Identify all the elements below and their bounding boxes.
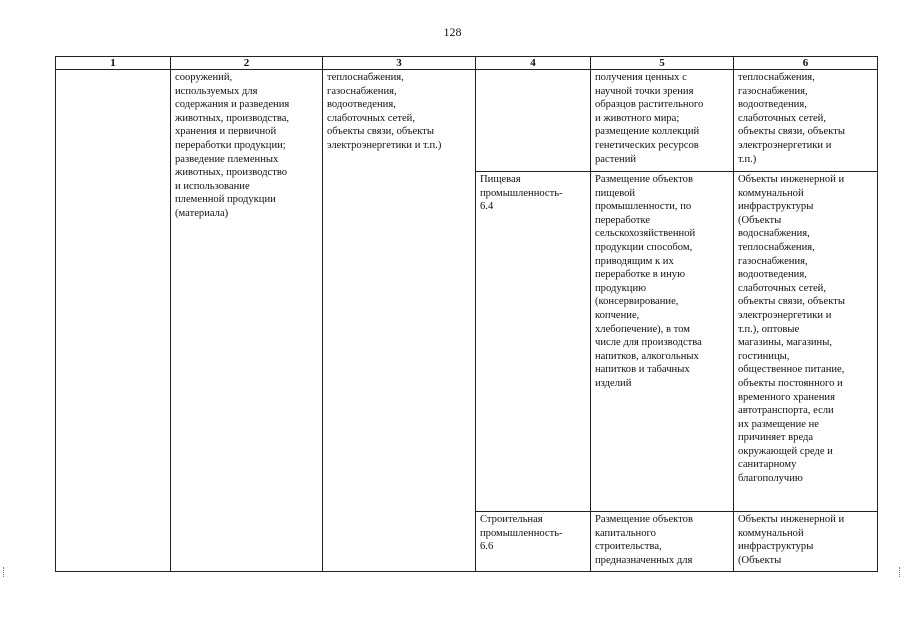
- scan-margin-mark-right: [899, 567, 902, 577]
- page-number: 128: [443, 25, 462, 39]
- col2-text: сооружений, используемых для содержания и разведения животных, производства, хранения и первичной переработки продукции; разведение племенных животных, производство и использование племенной продукции (материала): [175, 72, 290, 219]
- row2-description: Размещение объектов пищевой промышленности, по переработке сельскохозяйственной продукции способом, приводящим к их переработке в иную продукцию (консервирование, копчение, хлебопечение), в том числе для производства напитков, алкогольных напитков и табачных изделий: [595, 174, 702, 389]
- header-col-2: 2: [171, 57, 323, 70]
- row3-name-cell: [476, 512, 591, 572]
- row2-name-cell: [476, 172, 591, 512]
- row1-extra-cell: [734, 70, 878, 172]
- row2-extra: Объекты инженерной и коммунальной инфраструктуры (Объекты водоснабжения, теплоснабжения, газоснабжения, водоотведения, слаботочных сетей, объекты связи, объекты электроэнергетики и т.п.), оптовые магазины, магазины, гостиницы, общественное питание, объекты постоянного и временного хранения автотранспорта, если их размещение не причиняет вреда окружающей среде и санитарному благополучию: [738, 174, 845, 485]
- header-col-1: 1: [56, 57, 171, 70]
- row3-name: Строительная промышленность- 6.6: [480, 514, 563, 553]
- header-col-6: 6: [734, 57, 878, 70]
- scan-margin-mark-left: [3, 567, 6, 577]
- land-use-table: [55, 56, 878, 572]
- row2-description-cell: [591, 172, 734, 512]
- row3-extra-cell: [734, 512, 878, 572]
- col3-cell: [323, 70, 476, 572]
- row3-description-cell: [591, 512, 734, 572]
- header-col-5: 5: [591, 57, 734, 70]
- row1-description: получения ценных с научной точки зрения образцов растительного и животного мира; размещение коллекций генетических ресурсов растений: [595, 72, 704, 165]
- row3-description: Размещение объектов капитального строительства, предназначенных для: [595, 514, 693, 566]
- row3-extra: Объекты инженерной и коммунальной инфраструктуры (Объекты: [738, 514, 845, 566]
- row2-extra-cell: [734, 172, 878, 512]
- header-row: [56, 57, 878, 70]
- col1-cell: [56, 70, 171, 572]
- header-col-4: 4: [476, 57, 591, 70]
- row1-description-cell: [591, 70, 734, 172]
- col2-cell: [171, 70, 323, 572]
- header-col-3: 3: [323, 57, 476, 70]
- table-row: [56, 70, 878, 172]
- row1-name-cell: [476, 70, 591, 172]
- row2-name: Пищевая промышленность- 6.4: [480, 174, 563, 213]
- col3-text: теплоснабжения, газоснабжения, водоотведения, слаботочных сетей, объекты связи, объекты электроэнергетики и т.п.): [327, 72, 442, 151]
- row1-extra: теплоснабжения, газоснабжения, водоотведения, слаботочных сетей, объекты связи, объекты электроэнергетики и т.п.): [738, 72, 845, 165]
